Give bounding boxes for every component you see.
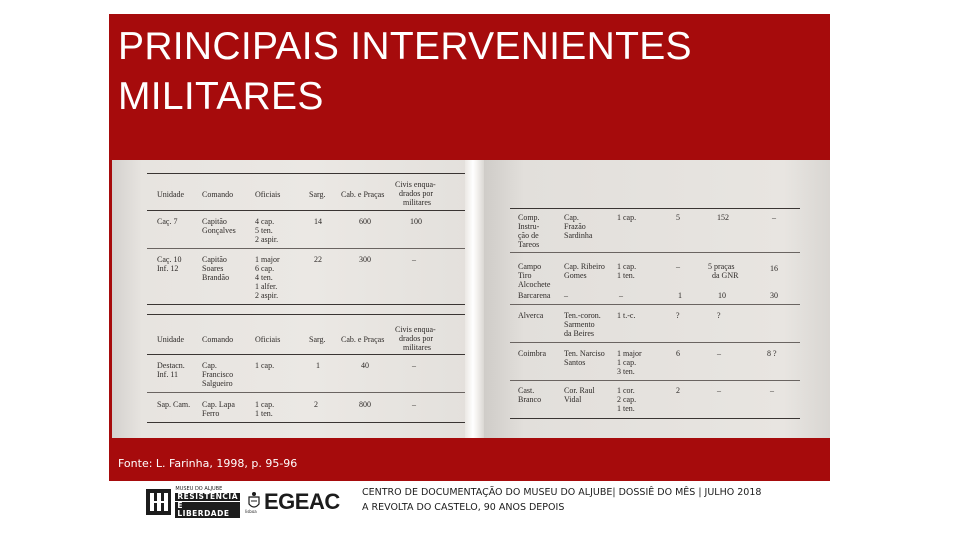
- egeac-sub-label: lisboa: [245, 509, 257, 514]
- egeac-wordmark: EGEAC: [264, 489, 340, 514]
- footer-line-2: A REVOLTA DO CASTELO, 90 ANOS DEPOIS: [362, 502, 565, 513]
- header-civis-2: drados por: [399, 189, 433, 198]
- footer-text: [362, 485, 761, 515]
- header-comando: Comando: [202, 190, 234, 199]
- lisboa-crest-icon: [247, 491, 261, 513]
- scanned-page-left: Unidade Comando Oficiais Sarg. Cab. e Praças Civis enqua- drados por militares Caç. 7 Capitão Gonçalves 4 cap. 5 ten. 2 aspir. 14 600 100 Caç. 10 Inf. 12 Capitão Soares Brandão 1 major 6 cap. 4 ten. 1 alfer. 2 aspir. 22 300 – Unidade Comando Oficiais Sarg. Cab. e Praças Civis enqua- drados por militares Destacn. Inf. 11 Cap. Francisco Salgueiro 1 cap. 1 40 – Sap. Cam. Cap. Lapa Ferro 1 cap. 1 ten. 2 800 –: [112, 160, 482, 438]
- aljube-logo-top: MUSEU DO ALJUBE: [175, 485, 223, 492]
- header-sarg: Sarg.: [309, 190, 326, 199]
- header-civis-1: Civis enqua-: [395, 180, 436, 189]
- aljube-logo-mid: RESISTÊNCIA: [177, 491, 238, 501]
- aljube-logo-bottom: E LIBERDADE: [175, 502, 240, 518]
- header-unidade: Unidade: [157, 190, 185, 199]
- book-spine: [465, 160, 485, 438]
- header-cab-pracas: Cab. e Praças: [341, 190, 385, 199]
- header-oficiais: Oficiais: [255, 190, 281, 199]
- footer-line-1: CENTRO DE DOCUMENTAÇÃO DO MUSEU DO ALJUBE| DOSSIÊ DO MÊS | JULHO 2018: [362, 487, 762, 498]
- egeac-logo: [247, 489, 340, 515]
- slide-title-line-2: MILITARES: [118, 75, 324, 118]
- museu-aljube-logo: [146, 487, 240, 516]
- header-civis-3: militares: [403, 198, 431, 207]
- slide-title-line-1: PRINCIPAIS INTERVENIENTES: [118, 25, 692, 68]
- source-caption: Fonte: L. Farinha, 1998, p. 95-96: [118, 457, 298, 470]
- aljube-mark-icon: [146, 489, 171, 515]
- slide-title: [118, 22, 818, 122]
- scanned-page-right: Comp. Instru- ção de Tareos Cap. Frazão Sardinha 1 cap. 5 152 – Campo Tiro Alcochete Barcarena Cap. Ribeiro Gomes – 1 cap. 1 ten. – – 5 praças da GNR 16 1 10 30 Alverca Ten.-coron. Sarmento da Beires 1 t.-c. ? ? Coimbra Ten. Narciso Santos 1 major 1 cap. 3 ten. 6 – 8 ? Cast. Branco Cor. Raul Vidal 1 cor. 2 cap. 1 ten. 2 – –: [484, 160, 830, 438]
